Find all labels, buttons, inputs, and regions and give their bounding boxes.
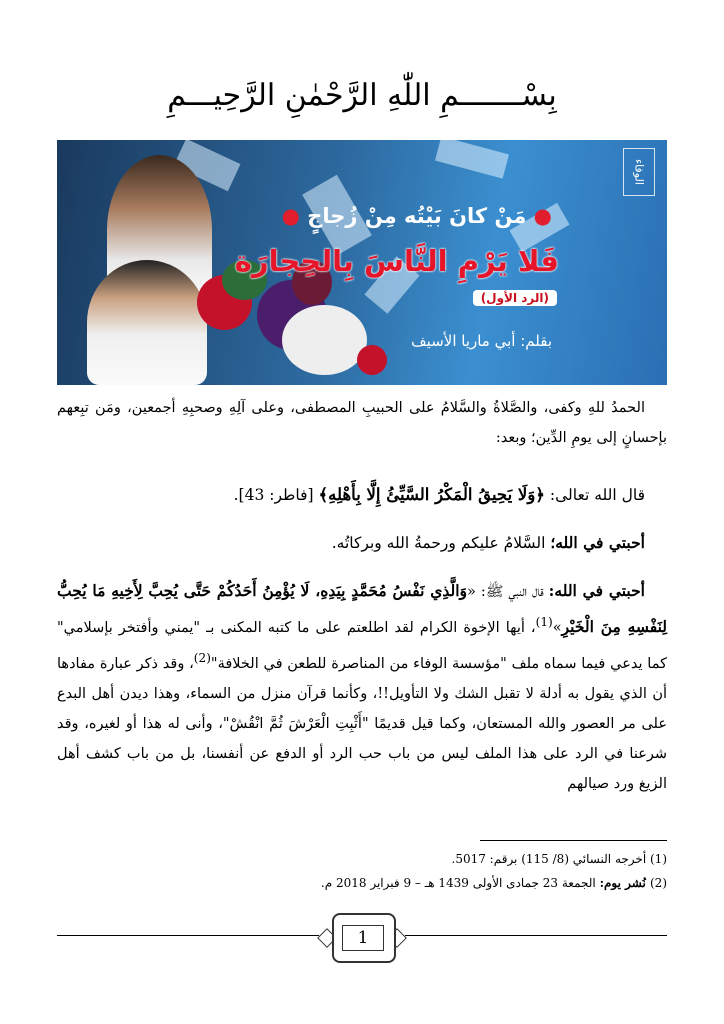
- greeting-paragraph: أحبتي في الله؛ السَّلامُ عليكم ورحمةُ الله وبركاتُه.: [331, 533, 645, 552]
- footnote-ref-2[interactable]: (2): [193, 650, 211, 665]
- banner-title-line2: فَلا يَرْمِ النَّاسَ بِالحِجارَة: [234, 244, 559, 278]
- footnote-ref-1[interactable]: (1): [535, 615, 553, 629]
- wafa-logo: الوفاء: [623, 148, 655, 196]
- page-number: 1: [342, 925, 384, 951]
- footer-rule-right: [405, 935, 667, 936]
- turkey-white: [282, 305, 367, 375]
- man-portrait-bottom: [87, 260, 207, 385]
- intro-paragraph: الحمدُ للهِ وكفى، والصَّلاةُ والسَّلامُ على الحبيبِ المصطفى، وعلى آلِهِ وصحبِهِ أجمعين، ومَن تبِعهم بإحسانٍ إلى يومِ الدِّين؛ وبعد:: [57, 400, 667, 446]
- footnote-1: (1) أخرجه النسائي (8/ 115) برقم: 5017.: [451, 852, 667, 866]
- footnote-separator: [480, 840, 667, 841]
- page-number-ornament: [320, 911, 404, 961]
- footnote-2: (2) نُشر يوم: الجمعة 23 جمادى الأولى 1439 هـ – 9 فبراير 2018 م.: [320, 876, 667, 890]
- banner-title-line1: ● مَنْ كانَ بَيْتُه مِنْ زُجاجٍ ●: [281, 204, 552, 228]
- article-banner-image: [57, 140, 667, 385]
- footer-rule-left: [57, 935, 319, 936]
- basmala-heading: بِسْـــــــمِ اللّٰهِ الرَّحْمٰنِ الرَّحِيـــمِ: [167, 78, 557, 113]
- hadith-text: وَالَّذِي نَفْسُ مُحَمَّدٍ بِيَدِهِ، لَا يُؤْمِنُ أَحَدُكُمْ حَتَّى يُحِبَّ لِأَخِيهِ مَا يُحِبُّ لِنَفْسِهِ مِنَ الْخَيْرِ: [57, 581, 667, 636]
- quran-verse: ﴿وَلَا يَحِيقُ الْمَكْرُ السَّيِّئُ إِلَّا بِأَهْلِهِ﴾: [318, 485, 545, 504]
- verse-paragraph: قال الله تعالى: ﴿وَلَا يَحِيقُ الْمَكْرُ السَّيِّئُ إِلَّا بِأَهْلِهِ﴾ [فاطر: 43].: [233, 485, 645, 504]
- turkey-red-small: [357, 345, 387, 375]
- banner-subtitle: (الرد الأول): [473, 290, 557, 306]
- banner-author: بقلم: أبي ماريا الأسيف: [411, 332, 552, 350]
- main-paragraph: أحبتي في الله: قال النبي ﷺ: «وَالَّذِي نَفْسُ مُحَمَّدٍ بِيَدِهِ، لَا يُؤْمِنُ أَحَدُكُمْ حَتَّى يُحِبَّ لِأَخِيهِ مَا يُحِبُّ لِنَفْسِهِ مِنَ الْخَيْرِ»$^{(1)}$، أيها الإخوة الكرام لقد اطلعتم على ما كتبه المكنى بـ "يمني وأفتخر بإسلامي" كما يدعي فيما سماه ملف "مؤسسة الوفاء من المناصرة للطعن في الخلافة"$^{(2)}$، وقد ذكر عبارة مفادها أن الذي يقول به أدلة لا تقبل الشك ولا التأويل!!، وكأنما قرآن منزل من السماء، وهذا ديدن أهل البدع على مر العصور والله المستعان، وكما قيل قديمًا "أَثْبِتِ الْعَرْشَ ثُمَّ انْقُشْ"، وأنى له هذا أو لغيره، وقد شرعنا في الرد على هذا الملف ليس من باب حب الرد أو الدفع عن أنفسنا، بل من باب كشف أهل الزيغ ورد صيالهم: [57, 581, 667, 792]
